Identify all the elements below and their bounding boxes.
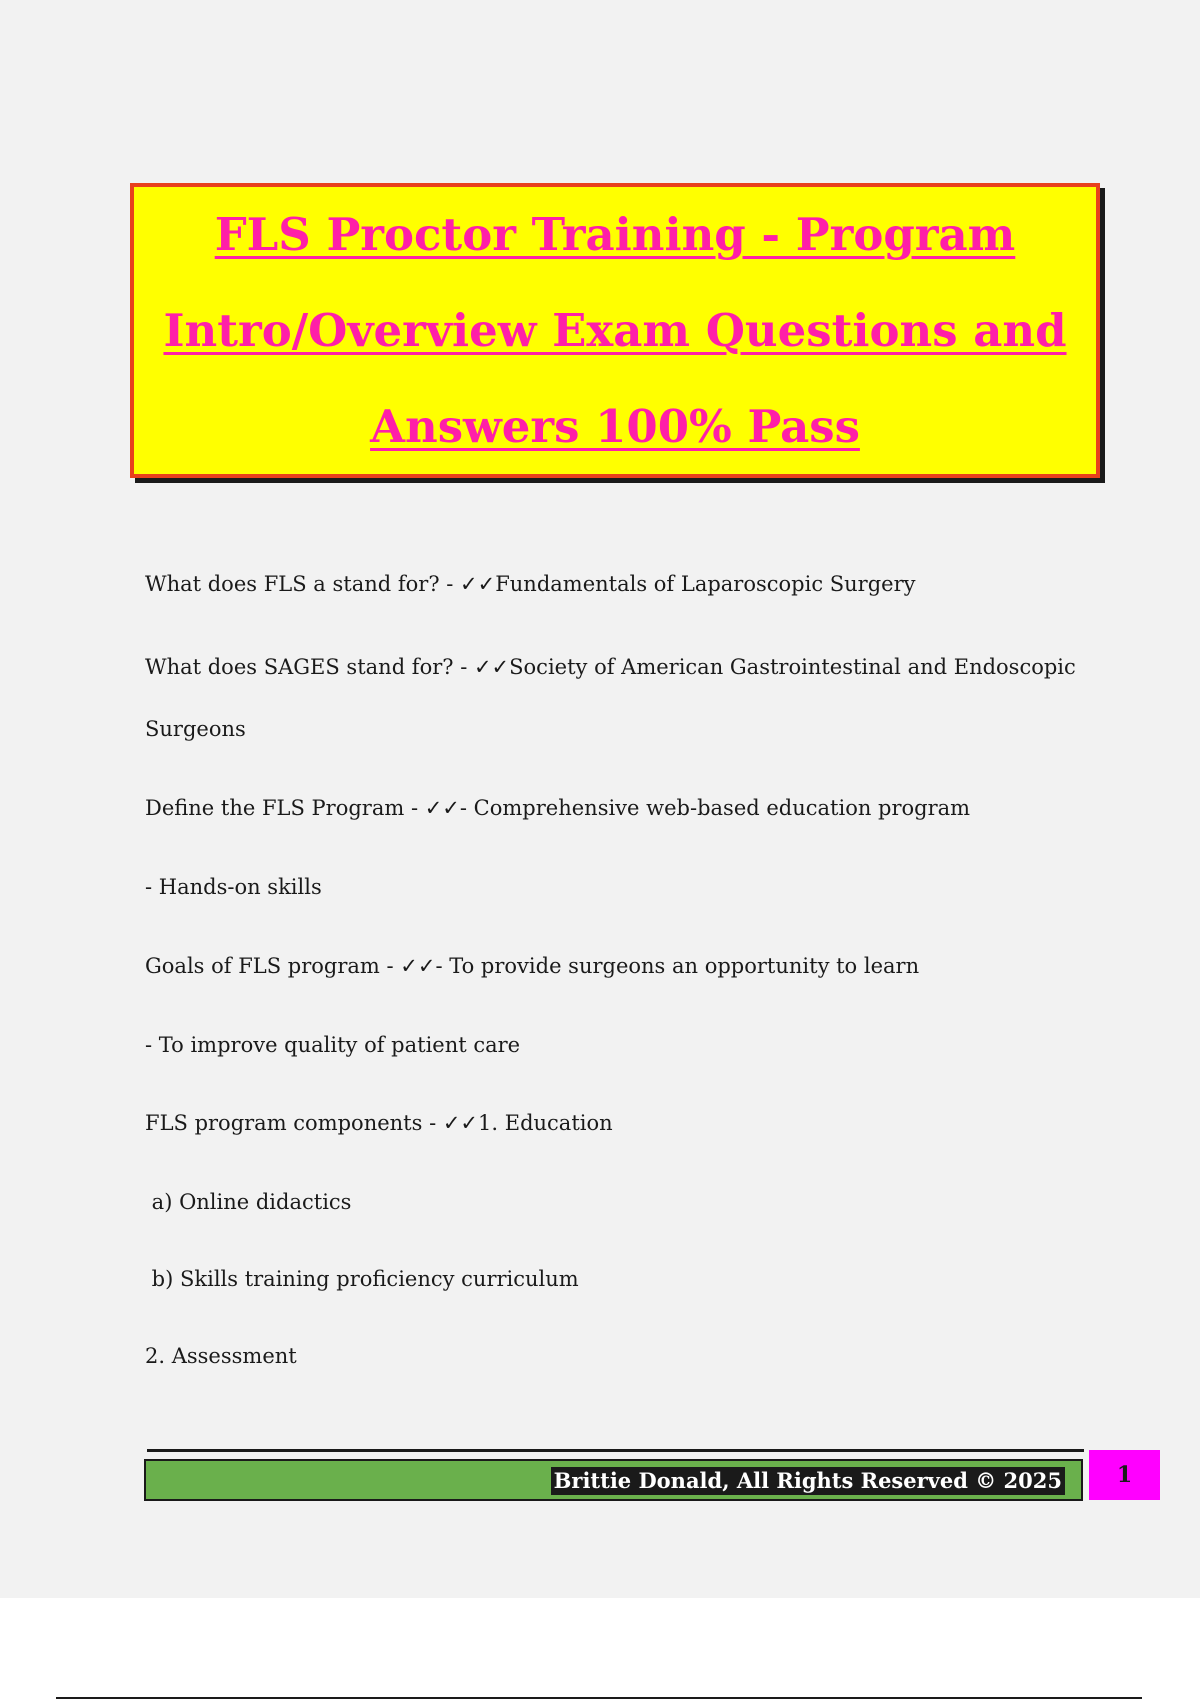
- footer-divider: [147, 1449, 1084, 1452]
- title-banner: [130, 183, 1100, 478]
- title-line-2: Intro/Overview Exam Questions and: [163, 303, 1067, 357]
- qa-line-5: - Hands-on skills: [145, 875, 322, 899]
- title-line-3: Answers 100% Pass: [370, 399, 860, 453]
- copyright-text: Brittie Donald, All Rights Reserved © 2025: [551, 1467, 1065, 1495]
- footer-bar: [144, 1459, 1083, 1501]
- page-number: 1: [1089, 1450, 1160, 1500]
- qa-line-2: What does SAGES stand for? - ✓✓Society of American Gastrointestinal and Endoscopic: [145, 655, 1076, 679]
- title-line-1: FLS Proctor Training - Program: [214, 207, 1016, 261]
- qa-line-4: Define the FLS Program - ✓✓- Comprehensive web-based education program: [145, 796, 971, 820]
- bottom-divider: [56, 1697, 1142, 1699]
- qa-line-10: b) Skills training proficiency curriculum: [145, 1267, 579, 1291]
- qa-line-7: - To improve quality of patient care: [145, 1033, 521, 1057]
- qa-line-9: a) Online didactics: [145, 1190, 352, 1214]
- qa-line-1: What does FLS a stand for? - ✓✓Fundamentals of Laparoscopic Surgery: [145, 572, 916, 596]
- qa-line-3: Surgeons: [145, 717, 246, 741]
- qa-line-6: Goals of FLS program - ✓✓- To provide surgeons an opportunity to learn: [145, 954, 920, 978]
- qa-line-11: 2. Assessment: [145, 1344, 297, 1368]
- qa-line-8: FLS program components - ✓✓1. Education: [145, 1111, 613, 1135]
